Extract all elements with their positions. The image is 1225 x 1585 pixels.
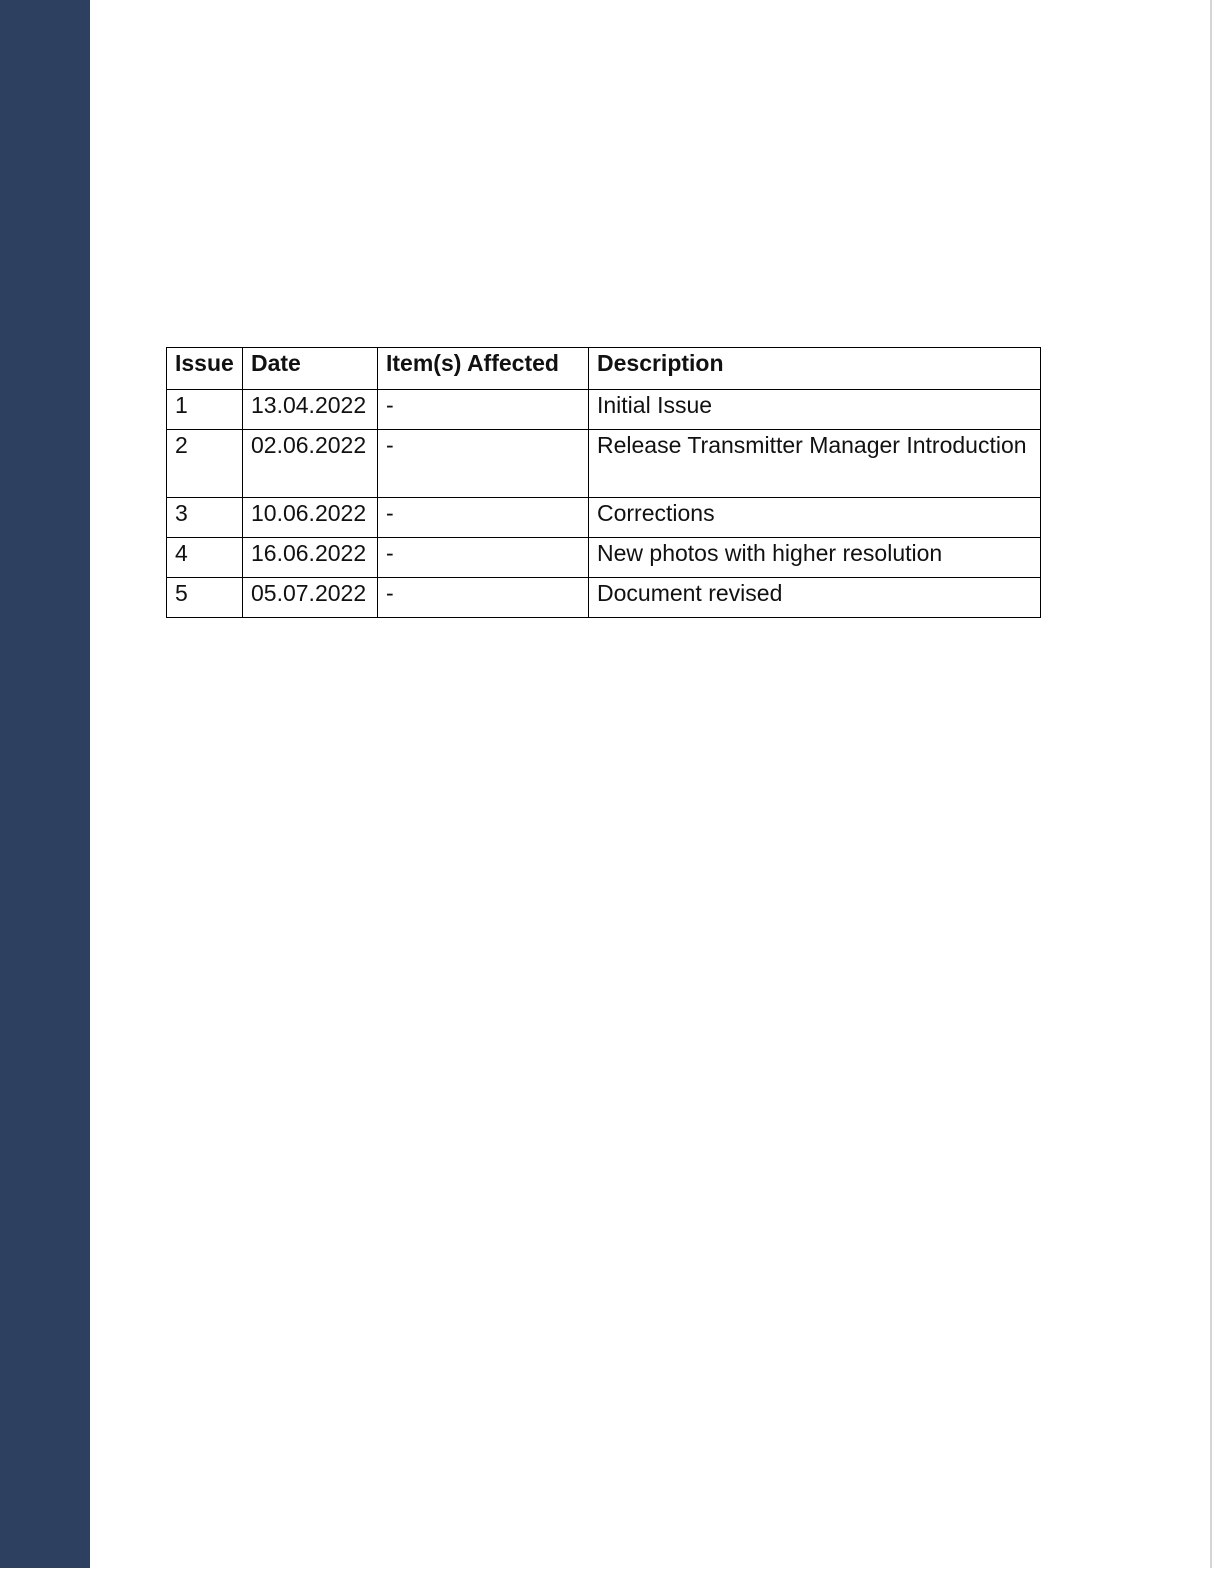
page-edge-line bbox=[1210, 0, 1212, 1568]
header-date: Date bbox=[243, 348, 378, 390]
cell-description: Release Transmitter Manager Introduction bbox=[589, 430, 1041, 498]
cell-date: 02.06.2022 bbox=[243, 430, 378, 498]
cell-issue: 5 bbox=[167, 578, 243, 618]
cell-date: 10.06.2022 bbox=[243, 498, 378, 538]
table-row bbox=[167, 390, 1041, 430]
cell-date: 13.04.2022 bbox=[243, 390, 378, 430]
side-color-band bbox=[0, 0, 90, 1568]
cell-description: New photos with higher resolution bbox=[589, 538, 1041, 578]
cell-description: Document revised bbox=[589, 578, 1041, 618]
table-row bbox=[167, 430, 1041, 498]
cell-issue: 3 bbox=[167, 498, 243, 538]
page-bottom-margin bbox=[0, 1568, 1225, 1585]
cell-description: Corrections bbox=[589, 498, 1041, 538]
cell-items-affected: - bbox=[378, 498, 589, 538]
cell-items-affected: - bbox=[378, 390, 589, 430]
table-row bbox=[167, 578, 1041, 618]
cell-issue: 2 bbox=[167, 430, 243, 498]
cell-issue: 4 bbox=[167, 538, 243, 578]
cell-items-affected: - bbox=[378, 578, 589, 618]
cell-items-affected: - bbox=[378, 538, 589, 578]
cell-issue: 1 bbox=[167, 390, 243, 430]
table-row bbox=[167, 498, 1041, 538]
cell-date: 16.06.2022 bbox=[243, 538, 378, 578]
table-header-row bbox=[167, 348, 1041, 390]
header-issue: Issue bbox=[167, 348, 243, 390]
table-row bbox=[167, 538, 1041, 578]
cell-items-affected: - bbox=[378, 430, 589, 498]
header-description: Description bbox=[589, 348, 1041, 390]
header-items-affected: Item(s) Affected bbox=[378, 348, 589, 390]
revision-history-table bbox=[166, 347, 1041, 618]
cell-description: Initial Issue bbox=[589, 390, 1041, 430]
cell-date: 05.07.2022 bbox=[243, 578, 378, 618]
